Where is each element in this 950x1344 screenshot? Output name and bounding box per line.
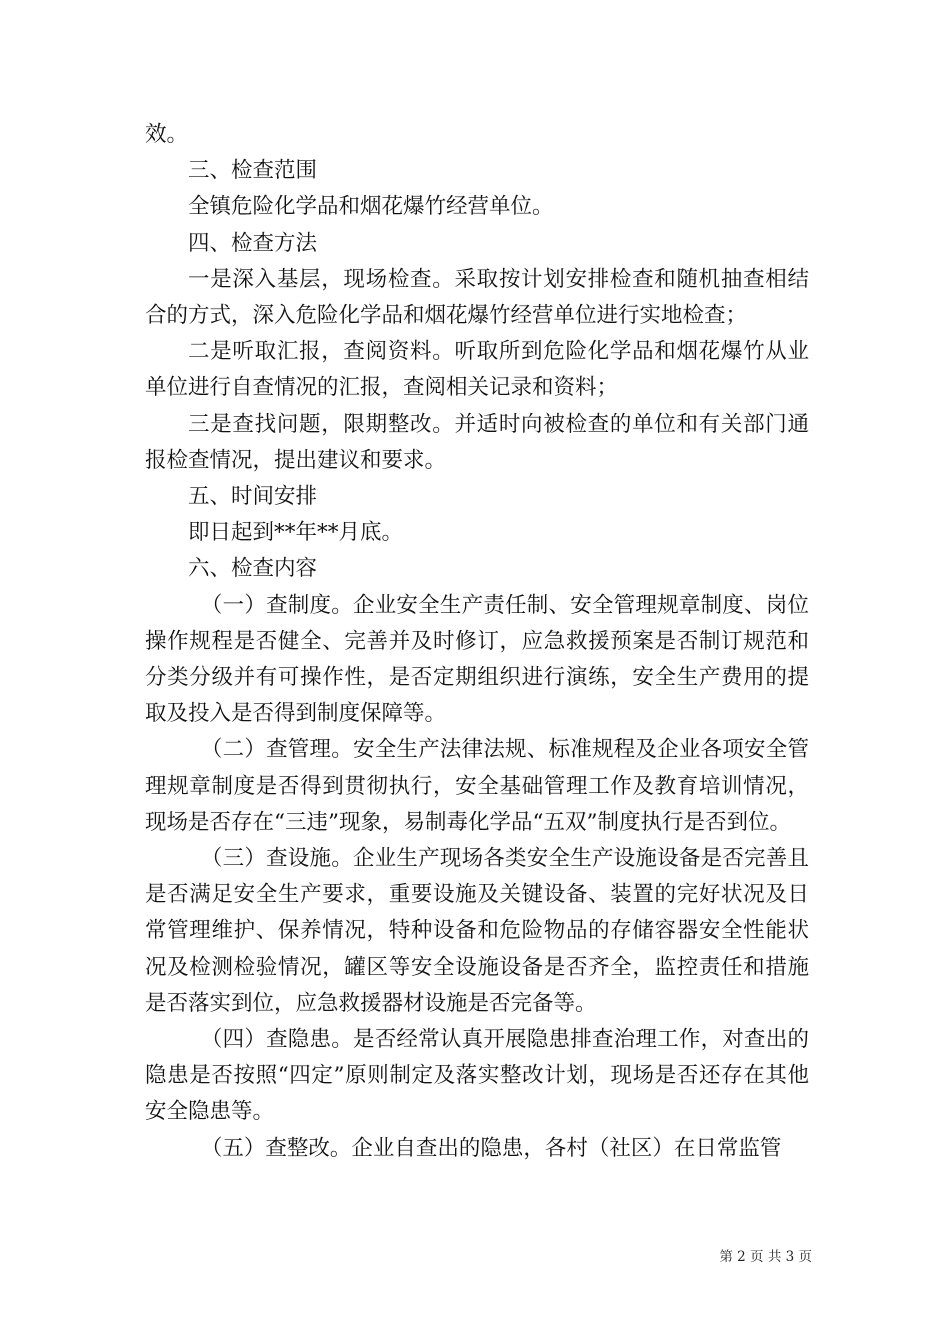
- document-body: [145, 117, 809, 1167]
- paragraph: 二是听取汇报，查阅资料。听取所到危险化学品和烟花爆竹从业单位进行自查情况的汇报，查阅相关记录和资料；: [145, 339, 809, 401]
- page-number: 第 2 页 共 3 页: [719, 1249, 812, 1265]
- paragraph: 即日起到**年**月底。: [188, 520, 404, 546]
- paragraph: （三）查设施。企业生产现场各类安全生产设施设备是否完善且是否满足安全生产要求，重要设施及关键设备、装置的完好状况及日常管理维护、保养情况，特种设备和危险物品的存储容器安全性能状况及检测检验情况，罐区等安全设施设备是否齐全，监控责任和措施是否落实到位，应急救援器材设施是否完备等。: [145, 846, 809, 1016]
- paragraph: （二）查管理。安全生产法律法规、标准规程及企业各项安全管理规章制度是否得到贯彻执行，安全基础管理工作及教育培训情况，现场是否存在“三违”现象，易制毒化学品“五双”制度执行是否到位。: [145, 737, 809, 835]
- section-heading: 四、检查方法: [188, 230, 318, 256]
- paragraph: （一）查制度。企业安全生产责任制、安全管理规章制度、岗位操作规程是否健全、完善并及时修订，应急救援预案是否制订规范和分类分级并有可操作性，是否定期组织进行演练，安全生产费用的提取及投入是否得到制度保障等。: [145, 592, 809, 727]
- paragraph: （四）查隐患。是否经常认真开展隐患排查治理工作，对查出的隐患是否按照“四定”原则制定及落实整改计划，现场是否还存在其他安全隐患等。: [145, 1027, 809, 1125]
- section-heading: 五、时间安排: [188, 484, 318, 510]
- paragraph: 三是查找问题，限期整改。并适时向被检查的单位和有关部门通报检查情况，提出建议和要求。: [145, 411, 809, 473]
- paragraph: 一是深入基层，现场检查。采取按计划安排检查和随机抽查相结合的方式，深入危险化学品和烟花爆竹经营单位进行实地检查；: [145, 266, 809, 329]
- paragraph: （五）查整改。企业自查出的隐患，各村（社区）在日常监管: [200, 1135, 782, 1161]
- section-heading: 三、检查范围: [188, 158, 318, 184]
- paragraph: 全镇危险化学品和烟花爆竹经营单位。: [188, 194, 554, 220]
- paragraph: 效。: [145, 122, 189, 147]
- section-heading: 六、检查内容: [188, 556, 318, 582]
